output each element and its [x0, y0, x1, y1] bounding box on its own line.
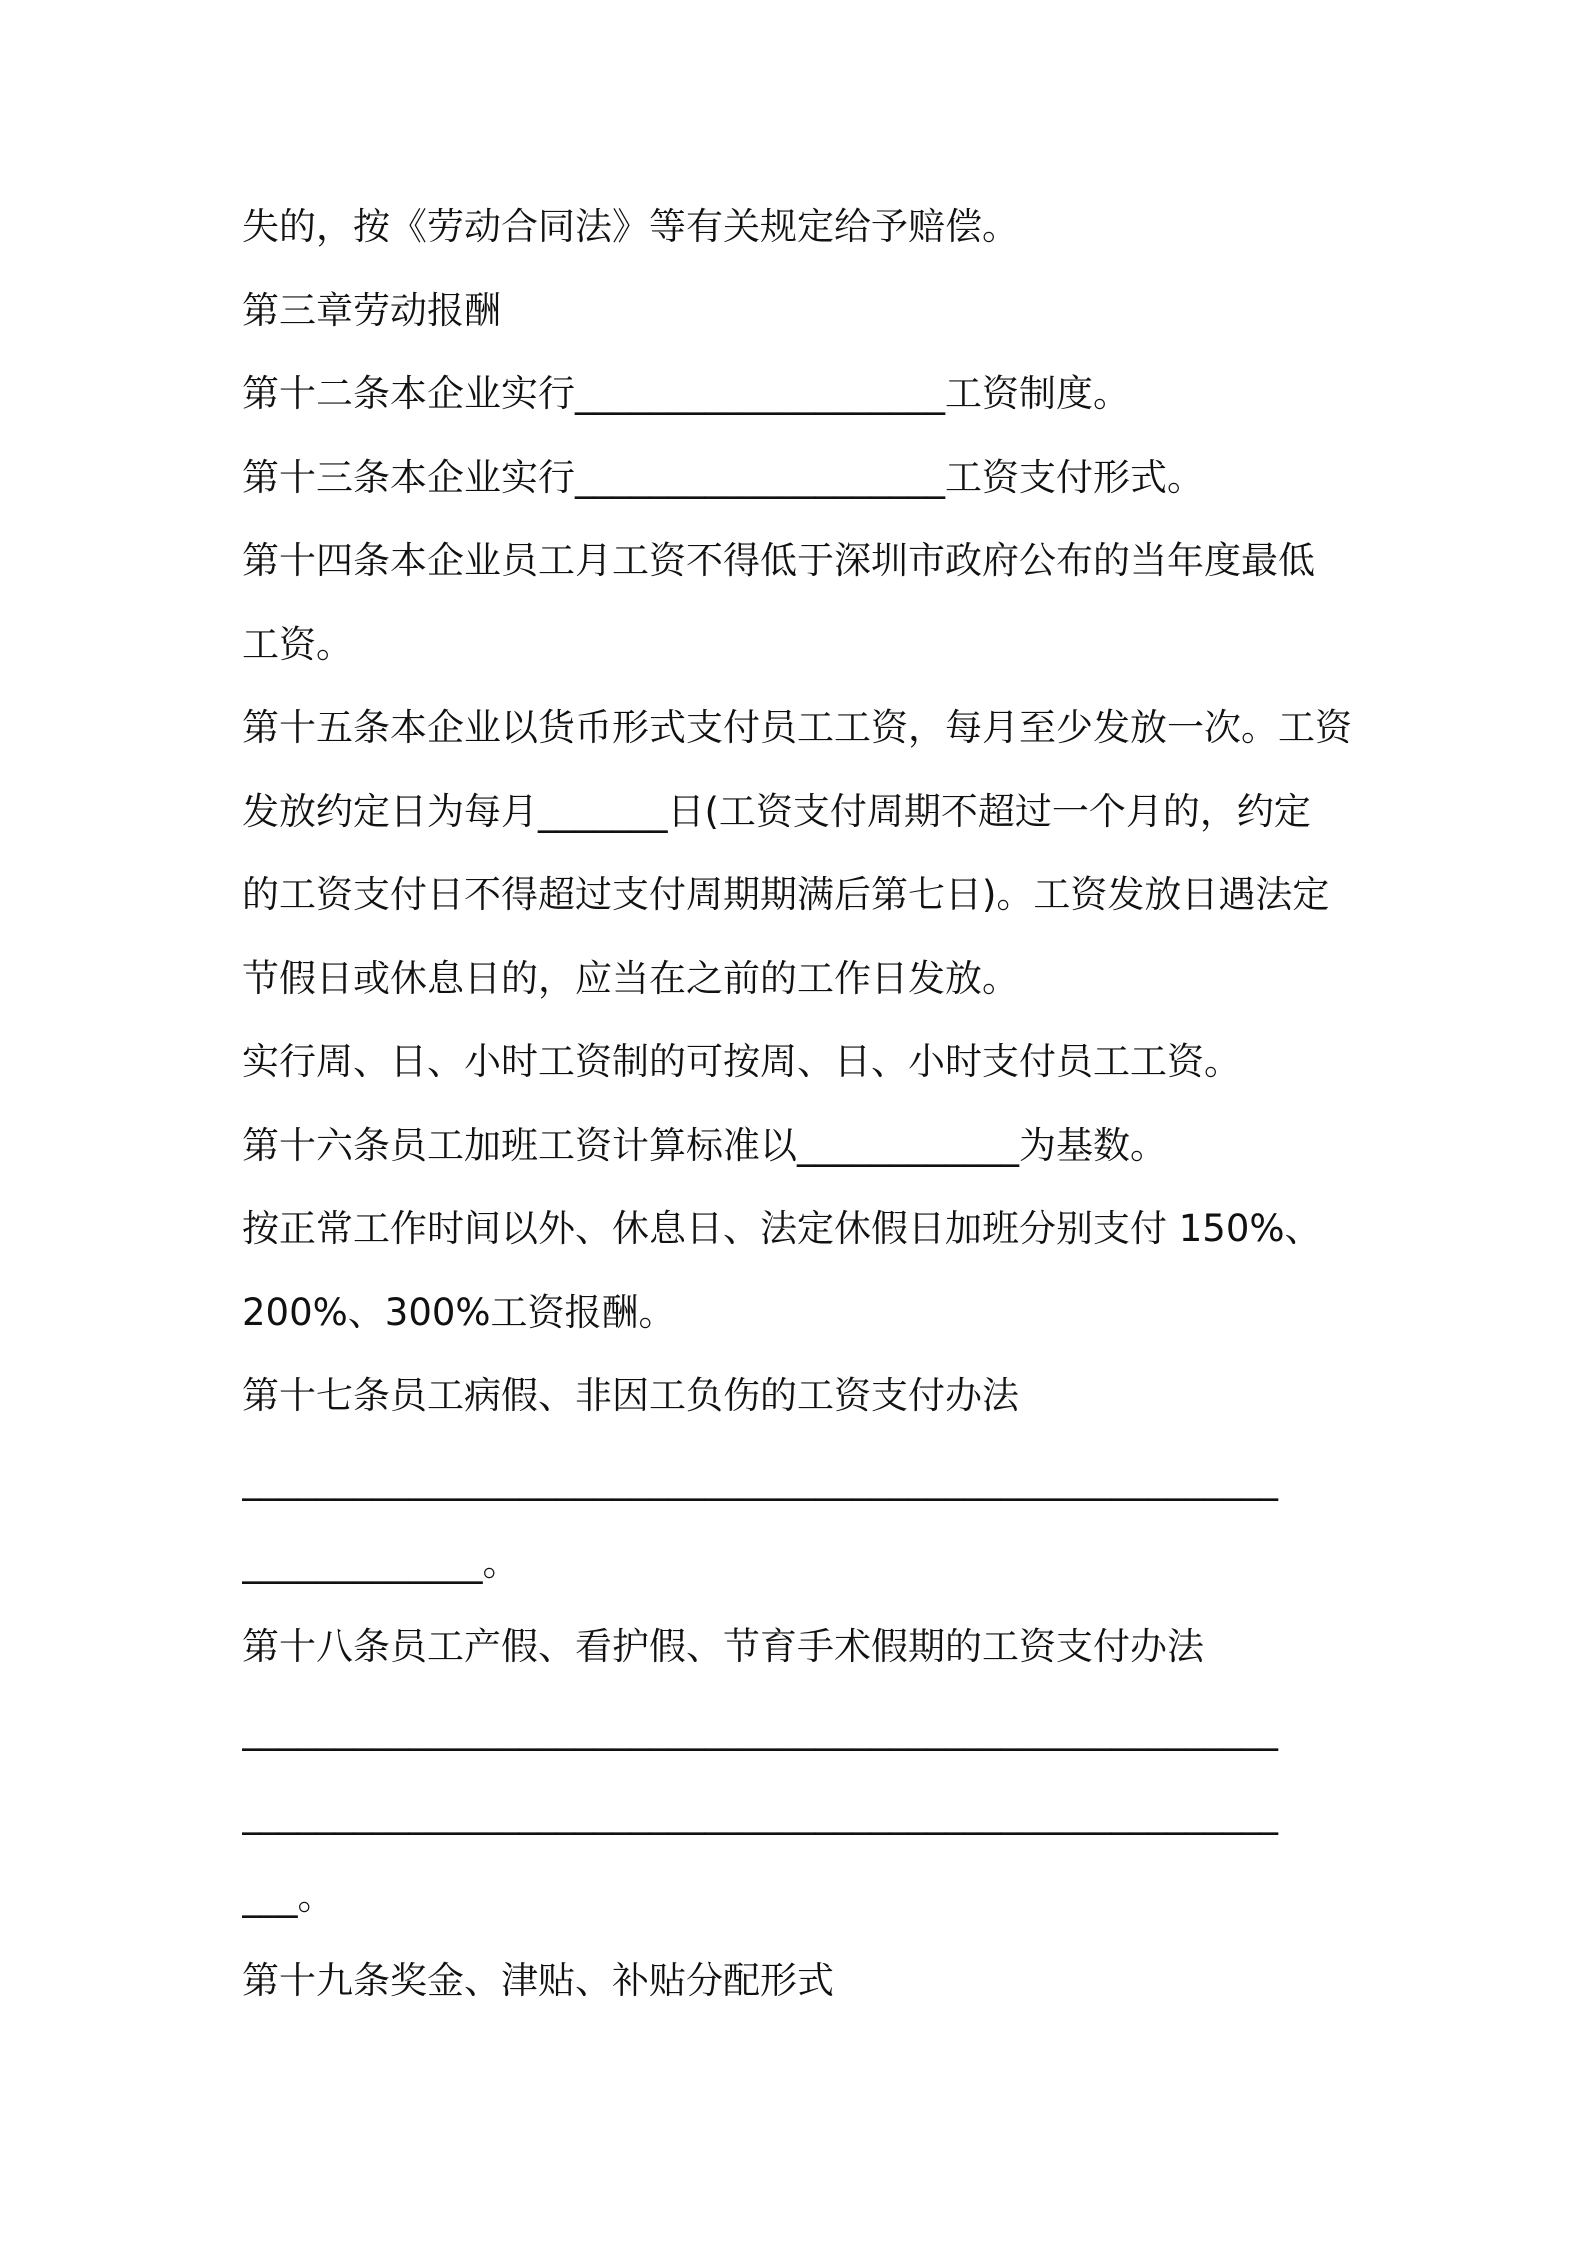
- text-line: 工资。: [242, 622, 353, 666]
- blank-fill-line: ________________________________________________________: [242, 1708, 1278, 1751]
- blank-fill-line: ________________________________________________________: [242, 1457, 1278, 1501]
- article-17: 第十七条员工病假、非因工负伤的工资支付办法: [242, 1374, 1019, 1417]
- document-body: [242, 185, 1362, 2022]
- blank-fill-line: ________________________________________________________: [242, 1791, 1278, 1835]
- article-16: 第十六条员工加班工资计算标准以____________为基数。: [242, 1123, 1167, 1167]
- article-13: 第十三条本企业实行____________________工资支付形式。: [242, 455, 1204, 499]
- text-line: 发放约定日为每月_______日(工资支付周期不超过一个月的，约定: [242, 789, 1311, 833]
- text-line: 实行周、日、小时工资制的可按周、日、小时支付员工工资。: [242, 1040, 1241, 1083]
- article-15: 第十五条本企业以货币形式支付员工工资，每月至少发放一次。工资: [242, 706, 1352, 749]
- chapter-heading: 第三章劳动报酬: [242, 288, 501, 332]
- article-19: 第十九条奖金、津贴、补贴分配形式: [242, 1958, 834, 2002]
- text-line: 节假日或休息日的，应当在之前的工作日发放。: [242, 956, 1019, 1000]
- text-line: 失的，按《劳动合同法》等有关规定给予赔偿。: [242, 205, 1019, 248]
- blank-fill-line: ___。: [242, 1875, 335, 1918]
- article-12: 第十二条本企业实行____________________工资制度。: [242, 372, 1130, 415]
- article-14: 第十四条本企业员工月工资不得低于深圳市政府公布的当年度最低: [242, 539, 1315, 582]
- text-line: 按正常工作时间以外、休息日、法定休假日加班分别支付 150%、: [242, 1207, 1322, 1250]
- text-line: 的工资支付日不得超过支付周期期满后第七日)。工资发放日遇法定: [242, 873, 1330, 916]
- blank-fill-line: _____________。: [242, 1541, 520, 1584]
- article-18: 第十八条员工产假、看护假、节育手术假期的工资支付办法: [242, 1624, 1204, 1668]
- text-line: 200%、300%工资报酬。: [242, 1290, 676, 1334]
